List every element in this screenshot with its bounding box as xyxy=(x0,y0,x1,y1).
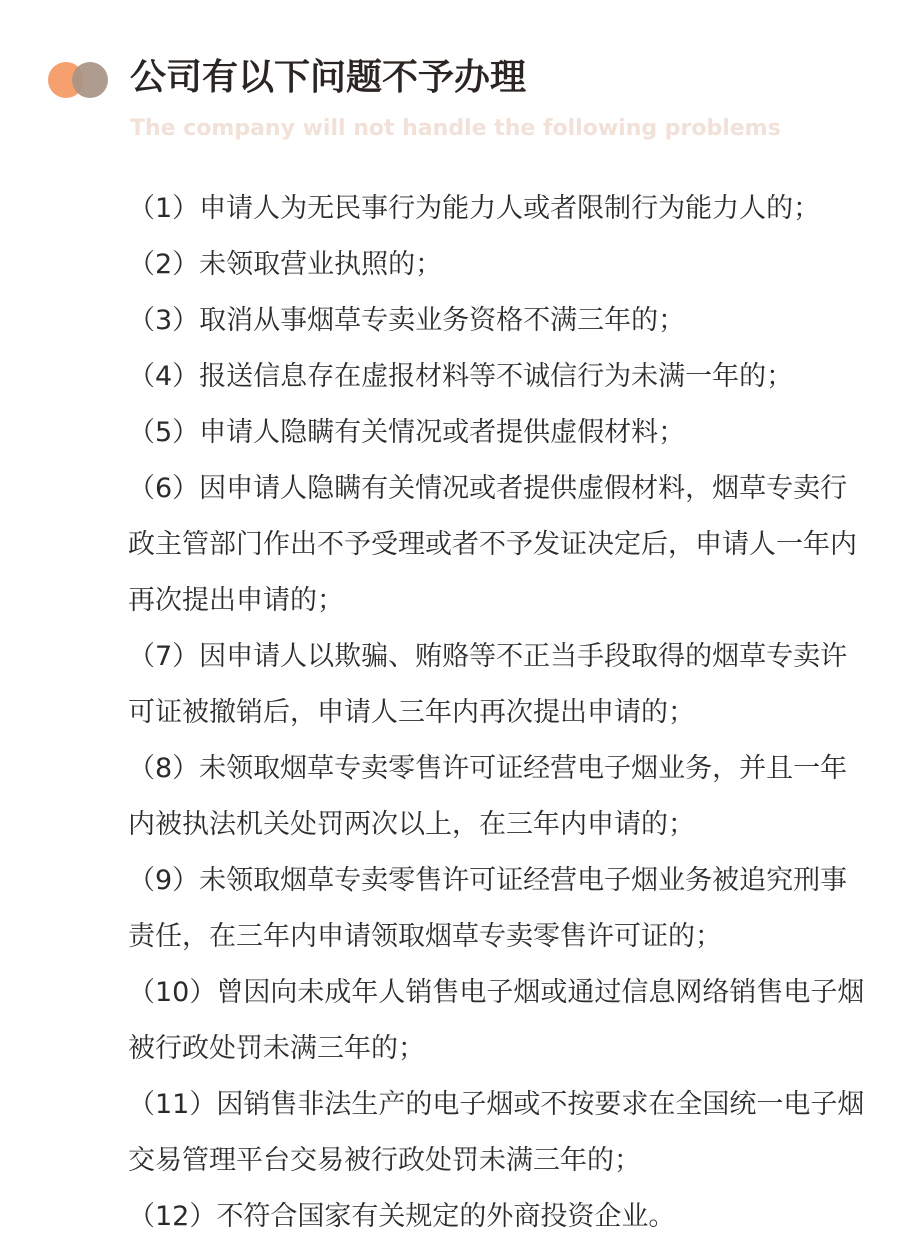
brown-dot-icon xyxy=(72,62,108,98)
list-item: （4）报送信息存在虚报材料等不诚信行为未满一年的； xyxy=(128,361,794,392)
conditions-list xyxy=(128,181,866,1245)
list-item: （6）因申请人隐瞒有关情况或者提供虚假材料，烟草专卖行政主管部门作出不予受理或者不予发证决定后，申请人一年内再次提出申请的； xyxy=(128,473,857,616)
list-item: （12）不符合国家有关规定的外商投资企业。 xyxy=(128,1201,676,1232)
list-item: （5）申请人隐瞒有关情况或者提供虚假材料； xyxy=(128,417,686,448)
list-item: （7）因申请人以欺骗、贿赂等不正当手段取得的烟草专卖许可证被撤销后，申请人三年内再次提出申请的； xyxy=(128,641,848,728)
list-item: （3）取消从事烟草专卖业务资格不满三年的； xyxy=(128,305,686,336)
list-item: （8）未领取烟草专卖零售许可证经营电子烟业务，并且一年内被执法机关处罚两次以上，在三年内申请的； xyxy=(128,753,848,840)
list-item: （2）未领取营业执照的； xyxy=(128,249,443,280)
list-item: （1）申请人为无民事行为能力人或者限制行为能力人的； xyxy=(128,193,821,224)
decorative-dots-icon xyxy=(48,62,110,98)
page-subtitle: The company will not handle the following problems xyxy=(130,116,781,141)
page-title: 公司有以下问题不予办理 xyxy=(130,57,527,98)
list-item: （11）因销售非法生产的电子烟或不按要求在全国统一电子烟交易管理平台交易被行政处罚未满三年的； xyxy=(128,1089,865,1176)
list-item: （9）未领取烟草专卖零售许可证经营电子烟业务被追究刑事责任，在三年内申请领取烟草专卖零售许可证的； xyxy=(128,865,848,952)
section-header xyxy=(48,52,888,152)
list-item: （10）曾因向未成年人销售电子烟或通过信息网络销售电子烟被行政处罚未满三年的； xyxy=(128,977,865,1064)
